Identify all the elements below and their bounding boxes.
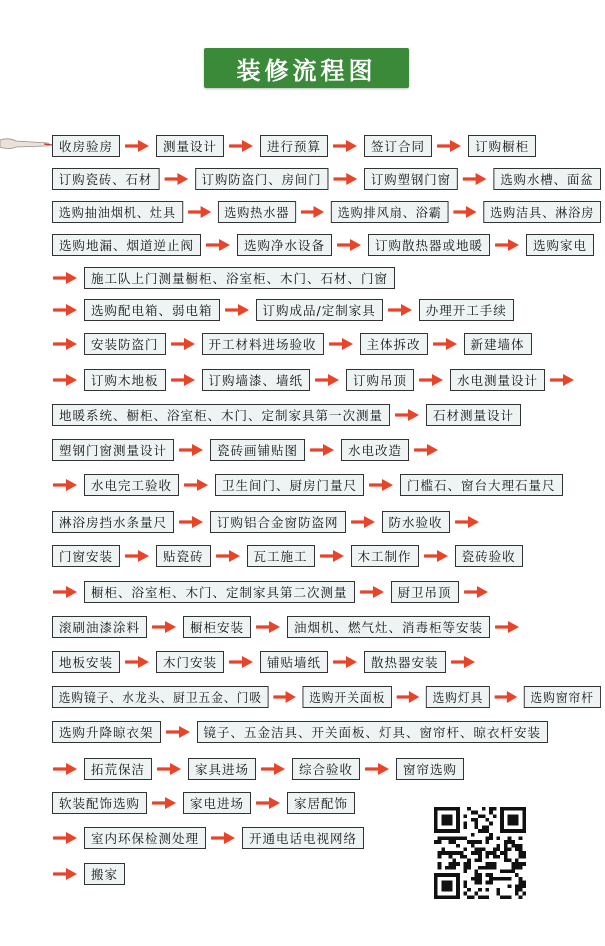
flow-step: 水电完工验收 [84,474,179,496]
flow-row [52,200,601,224]
arrow-right-icon [388,301,414,319]
flow-step: 选购窗帘杆 [524,686,601,708]
flow-step: 地板安装 [52,651,120,673]
arrow-right-icon [179,441,205,459]
arrow-right-icon [164,170,190,188]
flow-row [48,580,495,604]
flow-step: 订购防盗门、房间门 [195,168,329,190]
arrow-right-icon [53,583,79,601]
arrow-right-icon [329,335,355,353]
flow-step: 石材测量设计 [426,404,521,426]
flow-step: 办理开工手续 [419,299,514,321]
flow-step: 家电进场 [183,792,251,814]
arrow-right-icon [256,794,282,812]
flow-step: 瓷砖画铺贴图 [210,439,305,461]
flow-step: 瓷砖验收 [455,545,523,567]
arrow-right-icon [351,513,377,531]
flow-row [48,368,581,392]
flow-step: 木工制作 [351,545,419,567]
flow-step: 订购铝合金窗防盗网 [210,511,346,533]
arrow-right-icon [53,269,79,287]
flow-step: 选购洁具、淋浴房 [483,201,601,223]
arrow-right-icon [550,371,576,389]
flow-step: 选购升降晾衣架 [52,721,161,743]
flow-step: 选购排风扇、浴霸 [331,201,449,223]
flow-step: 签订合同 [364,135,432,157]
arrow-right-icon [273,688,297,706]
arrow-right-icon [424,547,450,565]
arrow-right-icon [320,547,346,565]
arrow-right-icon [495,618,521,636]
flow-step: 订购吊顶 [346,369,414,391]
flow-step: 塑钢门窗测量设计 [52,439,174,461]
flow-step: 选购灯具 [426,686,490,708]
flow-step: 选购镜子、水龙头、厨卫五金、门吸 [52,686,269,708]
flow-step: 选购配电箱、弱电箱 [84,299,220,321]
arrow-right-icon [171,335,197,353]
arrow-right-icon [463,170,489,188]
flow-step: 滚刷油漆涂料 [52,616,147,638]
flow-step: 选购家电 [526,234,594,256]
arrow-right-icon [360,583,386,601]
arrow-right-icon [395,406,421,424]
arrow-right-icon [125,547,151,565]
flow-step: 镜子、五金洁具、开关面板、灯具、窗帘杆、晾衣杆安装 [197,721,549,743]
flow-step: 选购净水设备 [237,234,332,256]
flow-step: 进行预算 [260,135,328,157]
arrow-right-icon [53,476,79,494]
arrow-right-icon [157,760,183,778]
flow-step: 订购墙漆、墙纸 [202,369,311,391]
flow-step: 选购水槽、面盆 [493,168,600,190]
flow-step: 开工材料进场验收 [202,333,324,355]
flow-row [48,862,125,886]
flow-step: 选购地漏、烟道逆止阀 [52,234,201,256]
flow-step: 测量设计 [156,135,224,157]
flow-step: 橱柜安装 [183,616,251,638]
flow-step: 窗帘选购 [396,758,464,780]
flow-row [52,544,523,568]
flow-step: 选购开关面板 [303,686,392,708]
qr-code [434,807,526,899]
arrow-right-icon [152,794,178,812]
flow-step: 订购散热器或地暖 [368,234,490,256]
flow-step: 卫生间门、厨房门量尺 [215,474,364,496]
flow-step: 水电测量设计 [450,369,545,391]
arrow-right-icon [495,688,519,706]
flow-row [52,134,536,158]
arrow-right-icon [310,441,336,459]
arrow-right-icon [261,760,287,778]
arrow-right-icon [216,547,242,565]
arrow-right-icon [455,513,481,531]
arrow-right-icon [433,335,459,353]
flow-row [48,266,395,290]
arrow-right-icon [206,236,232,254]
flow-step: 选购抽油烟机、灶具 [52,201,183,223]
flow-step: 油烟机、燃气灶、消毒柜等安装 [287,616,490,638]
flow-step: 家居配饰 [287,792,355,814]
arrow-right-icon [211,829,237,847]
flow-step: 橱柜、浴室柜、木门、定制家具第二次测量 [84,581,355,603]
arrow-right-icon [464,583,490,601]
flow-step: 安装防盗门 [84,333,166,355]
arrow-right-icon [333,137,359,155]
arrow-right-icon [333,170,359,188]
flow-step: 散热器安装 [364,651,446,673]
arrow-right-icon [495,236,521,254]
arrow-right-icon [125,653,151,671]
arrow-right-icon [451,653,477,671]
arrow-right-icon [453,203,478,221]
arrow-right-icon [397,688,421,706]
arrow-right-icon [166,723,192,741]
arrow-right-icon [301,203,326,221]
flow-row [48,826,364,850]
arrow-right-icon [53,829,79,847]
flow-step: 新建墙体 [464,333,532,355]
arrow-right-icon [333,653,359,671]
page-title: 装修流程图 [204,48,409,88]
flow-step: 软装配饰选购 [52,792,147,814]
arrow-right-icon [229,137,255,155]
arrow-right-icon [337,236,363,254]
arrow-right-icon [53,301,79,319]
arrow-right-icon [53,335,79,353]
flow-row [48,757,464,781]
arrow-right-icon [125,137,151,155]
arrow-right-icon [188,203,213,221]
arrow-right-icon [369,476,395,494]
arrow-right-icon [437,137,463,155]
arrow-right-icon [152,618,178,636]
arrow-right-icon [53,371,79,389]
flow-step: 淋浴房挡水条量尺 [52,511,174,533]
flow-row [48,298,514,322]
arrow-right-icon [229,653,255,671]
flow-step: 订购瓷砖、石材 [52,168,159,190]
flow-step: 室内环保检测处理 [84,827,206,849]
flow-row [52,438,445,462]
flow-row [52,615,526,639]
flow-step: 拓荒保洁 [84,758,152,780]
flow-step: 木门安装 [156,651,224,673]
arrow-right-icon [179,513,205,531]
flow-step: 瓦工施工 [247,545,315,567]
flow-row [52,791,355,815]
flow-row [52,685,601,709]
flow-row [52,650,482,674]
flow-step: 贴瓷砖 [156,545,211,567]
flow-step: 门窗安装 [52,545,120,567]
flow-step: 门槛石、窗台大理石量尺 [400,474,563,496]
arrow-right-icon [53,760,79,778]
arrow-right-icon [419,371,445,389]
arrow-right-icon [225,301,251,319]
flow-row [52,403,521,427]
flow-step: 订购成品/定制家具 [256,299,383,321]
flow-row [52,720,548,744]
flow-step: 铺贴墙纸 [260,651,328,673]
arrow-right-icon [256,618,282,636]
arrow-right-icon [365,760,391,778]
flow-step: 防水验收 [382,511,450,533]
flow-step: 开通电话电视网络 [242,827,364,849]
flow-step: 订购木地板 [84,369,166,391]
flow-step: 厨卫吊顶 [391,581,459,603]
flow-step: 水电改造 [341,439,409,461]
flow-step: 综合验收 [292,758,360,780]
flow-step: 订购塑钢门窗 [364,168,458,190]
flow-row [48,332,532,356]
arrow-right-icon [171,371,197,389]
arrow-right-icon [53,865,79,883]
flow-step: 主体拆改 [360,333,428,355]
arrow-right-icon [414,441,440,459]
flow-row [52,510,486,534]
flow-step: 家具进场 [188,758,256,780]
flow-step: 地暖系统、橱柜、浴室柜、木门、定制家具第一次测量 [52,404,390,426]
flow-step: 订购橱柜 [468,135,536,157]
arrow-right-icon [184,476,210,494]
flow-row [52,167,601,191]
flow-step: 选购热水器 [217,201,296,223]
flow-row [52,233,594,257]
flow-step: 施工队上门测量橱柜、浴室柜、木门、石材、门窗 [84,267,395,289]
flow-row [48,473,563,497]
arrow-right-icon [315,371,341,389]
flow-step: 搬家 [84,863,125,885]
flow-step: 收房验房 [52,135,120,157]
